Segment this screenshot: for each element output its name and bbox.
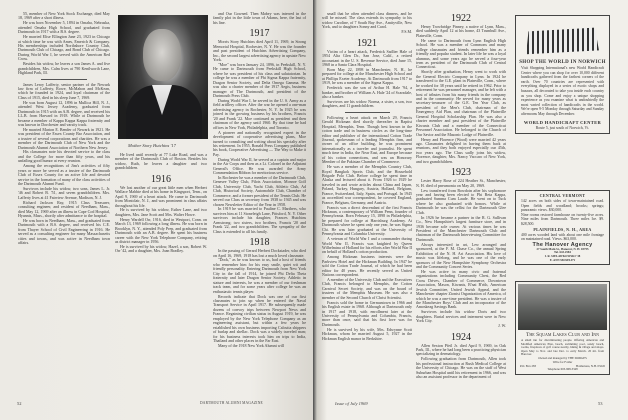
issue-date: Issue of July 1969 — [335, 401, 368, 406]
class-year-heading: 1922 — [451, 13, 471, 24]
ad-business-name: WORLD HANDICRAFT CENTER — [523, 119, 602, 125]
obituary-paragraph: Allen Sexton Pfeil Jr. died April 9, 1969, in Oak Park, Ill., where he had long been a practicing physician specializing in dermatology. — [416, 342, 506, 357]
author-initials: F.S.M. — [401, 29, 412, 35]
inn-photo — [518, 284, 607, 330]
ad-phone: Tel. 643-2584 — [554, 250, 571, 255]
obituary-paragraph: Records indicate that Dock was one of our first classmates to join up when he entered the Naval Transport Service in April 1917. He subsequently made dozens of convoy trips between Newport News and France. Regaining civilian status in August 1919, he was employed by the New York Telephone Company as an engineering assistant, but within a few years he established his own business importing Calcutta shippers of burlap and shellac. Dock was a widely traveled man; for his business interests took him on trips to India, Thailand and other places in the Far East. — [213, 293, 306, 344]
obituary-paragraph: Henry Trowbridge Pinney, a native of Lynn, Mass., died suddenly April 12 at his home, 43 Trumbull Ave., Plainville, Conn. — [416, 24, 506, 38]
obituary-paragraph: Always interested in art, Lew arranged and sponsored, at the F. M. Chase Co., the annual Spring Exhibition of the N. H. Art Association. His love of music was lifelong, and he was one of the early sponsors of the New Hampshire Symphony Orchestra and the Community Concert Series. — [416, 241, 506, 269]
building-sketch-image — [522, 20, 603, 58]
ad-world-handicraft-center — [515, 15, 610, 134]
text-column — [213, 12, 306, 349]
section-divider — [41, 79, 87, 80]
obituary-paragraph: In Rochester he was a member of the Dartmouth Club, Genesee Valley Club, Pilots Association, Monroe Golf Club, University Club, Yacht Club, Athletic Club, Ad Club, Historical Society, Automobile Club, Chamber of Commerce, and a former president of the Tennis Club. He served our Class as secretary from 1938 to 1945 and was chosen Newsletter Editor of the Year in 1958. — [213, 174, 306, 207]
obituary-paragraph: Born May 22, 1898 in Manchester, N. H., he prepared for college at the Manchester High School and at Phillips Exeter Academy. At Dartmouth from 1917 to 1919, he was a member of the Sigma Kappa. — [322, 66, 412, 86]
obituary-paragraph: Survivors are his widow Norma, a sister, a son, two daughters, and 11 grandchildren. — [322, 98, 412, 109]
obituary-paragraph: Frederick was the son of Arthur H. Hale '94, a banker, and brother of William A. Hale '24 of Scarsdale, also a banker. — [322, 85, 412, 99]
text-column — [322, 12, 412, 342]
ad-listing: 142 acres on both sides of town-maintained road. Open fields and woodland; brooks; springs; panoramic views. $30,000. — [521, 199, 604, 213]
obituary-paragraph: He is survived by his wife, Mrs. Edwynne Scott Hickman, whom he married August 5, 1927 in the Hickman English manor in Berkshire. — [322, 326, 412, 341]
obituary-paragraph: He was a member of the Memphis Country Club, Royal Bangkok Sports Club, and the Household Brigade Polo Club. Before college he spent time in Alaska and lectured about it. From 1926 to 1929 he traveled in and wrote articles about China and Japan, Poland, Turkey, Hungary, Austria, Holland, Belgium, France, Switzerland, Italy, Spain, and Portugal. In 1945 as accredited war correspondent, he covered England, France, Belgium, Germany, and Austria. — [322, 164, 412, 205]
obituary-paragraph: He is survived by his widow, Esther Lane, and two daughters, Mrs. Jane Scott and Mrs. Walter Howe. — [115, 207, 207, 217]
obituary-paragraph: He is survived by his widow, Hazel, a son, Robert W. Orr '42, and a daughter, Mrs. Joan Bradley. — [115, 243, 207, 254]
obituary-paragraph: A veteran of World War I and a commander during World War II, Francis was knighted by Queen Wilhelmina of Holland for his efforts after World War II on behalf of Holland's cotton production. — [322, 236, 412, 255]
obituary-paragraph: Richard Jackson Ray, 1915 Class Treasurer, consulting engineer, and resident of Needham, Mass., died May 12, 1969 after an illness in Cape Cod Hospital, Hyannis, Mass., shortly after admittance to the hospital. — [18, 199, 110, 218]
ad-listing: Nine rooms restored farmhouse on twenty-five acres. Nine miles from Dartmouth. Three miles Ice. $9. $28,500. — [521, 212, 604, 226]
obituary-paragraph: Among the recognitions of Jim's activities of fifty years or more he served as a trustee of the Dartmouth Club of Essex County for an active life and devoted service in the formation of many of the class activities of the Dartmouth Alumni Fund. — [18, 163, 110, 187]
obituary-paragraph: In 1919 he was married to Pauline C. Marthers, who survives him at 11 Stoneleigh Lane, Pittsford, N. Y. Other survivors include his daughter, Frances Hutchins Armstrong; two sisters, two brothers, Francis '20 and Frank '22, and two grandchildren. The sympathy of the Class is extended to all his family. — [213, 206, 306, 234]
class-year-heading: 1924 — [451, 331, 471, 343]
page-number: 53 — [598, 401, 603, 406]
obituary-paragraph: Henry Wardell Orr, 1916, died in Westport, Conn. on March 13, 1969 following a long illness. He was born in Brooklyn, N. Y., attended Poly Prep, and graduated from Dartmouth with an A.B. degree. He spent his business career with the New York Telephone Company, retiring as district manager in 1956. — [115, 216, 207, 245]
ad-po-box: P.O. Box 283 — [520, 363, 537, 368]
text-column — [115, 153, 207, 254]
page-number: 52 — [17, 401, 22, 406]
obituary-paragraph: Besides his widow, he leaves a son James A. and five grandchildren, Mrs. Calm lives at 790 Kenilworth Lane, Highland Park, Ill. — [18, 61, 110, 76]
ad-hanover-agency — [515, 190, 610, 265]
ad-listing: 400 acres wooded land with about one mile frontage on maintained road. Views. $63,000. — [521, 232, 604, 242]
section-divider — [345, 112, 390, 113]
obituary-paragraph: He married Marion E. Bender of Newark in 1921. He was president of the Essex County Bar Association, and a trustee of several corporations and charities. He was a member of the Dartmouth Club of New York and the Dartmouth Alumni Association of Northern New Jersey. — [18, 126, 110, 150]
obituary-paragraph: Survivors include his widow, two sons, James L. Jr. '46 and Robert B. '51, and seven grandchildren. Mrs. Lafferty lives at 41 Fairview Avenue, Madison, N. J. — [18, 185, 110, 200]
obituary-paragraph: A member of the University Club and the Executives Club, Francis belonged to Memphis, the Cotton Carnival Secret Society, and was on the board of trustees of the Memphis Museum. He was also a member of the Second Church of Christ Scientist. — [322, 276, 412, 300]
left-page — [0, 0, 313, 420]
ad-agent: E. ANN MOSELEY — [549, 257, 576, 262]
ad-agent: I. R. SIELAWKOWSKI '38 — [544, 253, 581, 258]
ad-body: Visit Shopping International's new World Handicraft Center where you can shop for over 10,000 different handicrafts gathered from the farthest corners of the earth. Over 70 countries are represented with everything displayed in a series of exotic shops and bazaars, all decorated to take you inside each country as you shop. Come and enjoy a unique shopping experience as you examine what is undoubtedly the most varied collection of handicrafts in the world. We're open 9-5 Monday through Saturday and Sunday afternoons May through December. — [521, 66, 604, 116]
text-column — [416, 10, 506, 380]
obituary-paragraph: His classmates note his devoted service to the class and the College for more than fifty years, and his unfailing good humor at every reunion. — [18, 149, 110, 164]
obituary-paragraph: He came to Dartmouth from Lynn English High School. He was a member of Commons and many college classmates and friends remember him as a friendly and popular student. In later life he was a loyal alumnus, and some years ago he served a four-year term as president of the Dartmouth Club of Central Connecticut. — [416, 37, 506, 70]
ad-address: 27 South Main St., Hanover, N. H. 03755 — [536, 246, 589, 251]
ad-title: SHOP THE WORLD IN NORWICH — [519, 60, 606, 65]
obituary-paragraph: Following graduation from Dartmouth, Allen took his professional instruction at Rush Medical College at the University of Chicago. He was on the staff of West Suburban Hospital until his retirement in 1966, and was also an assistant professor in the department of — [416, 356, 506, 380]
obituary-paragraph: small that he often attended class dinners, and he will be missed. The class extends its sympathy to his widow Caroline, of 7 South Bay Ave., Amityville, New York, and to daughters Sonny and Carol. — [322, 11, 412, 30]
obituary-paragraph: He was born August 12, 1896 in Mullica Hill, N. J., attended West Jersey Academy, graduated from Dartmouth in 1915 with an A.B. degree, and received his LL.B. from Harvard in 1918. While at Dartmouth he became a member of Kappa Kappa Kappa fraternity and was known in Dorchester and varsity track. — [18, 99, 110, 127]
obituary-paragraph: We lost another of our great little men when Herbert Wallace Mabbie died at his home in Kingsport, Tenn., on April 9, 1969 of a heart attack. He came to Dartmouth from Montclair, N. J., and was prominent in class affairs throughout his life. — [115, 184, 207, 208]
ad-owners: Owned and managed by THE DODGES — [538, 355, 587, 360]
obituary-paragraph: James Leroy Lafferty, senior partner of the Newark law firm of Lafferty, Rowe, McMahon and McKean, which he founded in 1924, and loyal chairman of the Class of 1915, died in his sleep June 7, 1969. — [18, 81, 110, 100]
obituary-paragraph: Following a heart attack on March 29, Francis Gerald Hickman died shortly thereafter in Baptist Hospital, Memphis, Tenn. Though best known in the cotton trade and in business circles as the long-time editor and publisher of the international Cotton Trade Journal, spokesman of a leading Memphis firm, and owner of an office building, he was prominent internationally as a traveler and journalist. He spent much time in India, the Near East, and Europe because of his cotton connections, and was an Honorary Member of the Pakistan Chamber of Commerce. — [322, 114, 412, 165]
ad-business-name: The Hanover Agency — [532, 241, 593, 248]
obituary-paragraph: Victim of a heart attack, Frederick Sadlier Hale of 1954 Alta Glen Dr., San Jose, Calif., a retired accountant in the U. S. Revenue Service, died June 15, 1968 in a Santa Clara Hospital. — [322, 48, 412, 68]
obituary-paragraph: Lew transferred from Bowdoin after his sophomore year and having been elected to Phi Beta Kappa, graduated Summa Cum Laude. He went on to Tuck where he also graduated with honors. While at Dartmouth he was the cellist for the Dartmouth Glee Club. — [416, 187, 506, 215]
obituary-paragraph: He was born November 5, 1894 in Omaha, Nebraska, attended Omaha High School, and graduated from Dartmouth in 1917 with a B.S. degree. — [18, 20, 110, 35]
obituary-paragraph: A pioneer and nationally recognized expert in the development of cooperative advertising plans, Moe turned to consulting and writing about his specialty after his retirement. In 1955, Ronald Press Company published his book, Cooperative Advertising — The Way to Make it Pay. — [213, 129, 306, 157]
class-year-heading: 1918 — [249, 237, 270, 249]
photo-caption: Mother Story Hutchins '17 — [128, 143, 176, 148]
obituary-paragraph: Survivors include his widow Doris and two daughters. Burial services and interment were in New York City. — [416, 309, 506, 324]
ad-phone: Telephone 603-968-3348 — [547, 367, 578, 372]
obituary-paragraph: Francis sold the home in Germantown in 1966 and his English estate in 1968. Although at Dartmouth only in 1917 and 1918, with enrollment later at the University of Pennsylvania and Columbia, Francis, more than once, said that his first love was for Dartmouth. — [322, 299, 412, 327]
ad-squam-lakes-club — [515, 281, 610, 375]
ad-title: The Squam Lakes Club and Inn — [526, 332, 599, 338]
obituary-paragraph: In 1926 he became a partner in the R. G. Sullivan Co., New Hampshire's largest furniture store, and in 1936 became sole owner. At various times he was President of the Manchester Dartmouth Club and chairman of the Dartmouth Interviewing Committee for Dartmouth. — [416, 214, 506, 242]
obituary-paragraph: He married Elise Ellington June 23, 1923 in Chicago at which time he was with Ames, Emerich & Company. His memberships included Northshore Country Club, Dartmouth Club of Chicago, and Bond Club of Chicago. During World War I, he served with the American Red Cross. — [18, 34, 110, 62]
author-initials: J. W. — [498, 323, 506, 329]
obituary-paragraph: He lived until recently at 77 Lake Road, and was a member of the Dartmouth Club of Boston. Besides his widow, Ruth, he leaves a daughter and two grandchildren. — [115, 152, 207, 171]
ad-body: A small inn for discriminating people. Offering American and Modified American Plan, beach, swimming pool, sandy beach, rooms, fireplaces of golf course nearby, hiking & village and shops. Open May to Nov. and late Dec. to early March. 20 mi. from Hanover. — [521, 338, 604, 357]
portrait-photo — [118, 15, 208, 139]
obituary-paragraph: Lester Harry Rose of 224 Heather St., Manchester, N. H. died of pneumonia on May 20, 1969. — [416, 178, 506, 188]
class-year-heading: 1921 — [357, 37, 377, 49]
obituary-paragraph: and Our Gowned. Then Mabey was interred in the family plot in the little town of Adams, here, the last of his line. — [213, 11, 306, 25]
ad-address: Route 5, just south of Norwich, Vt. — [535, 125, 590, 130]
obituary-paragraph: Morris Story Hutchins died April 11, 1969, in Strong Memorial Hospital, Rochester, N. Y. He was the founder and past president of Hutchins Advertising Company, Inc., the second largest advertising agency in upstate New York. — [213, 39, 306, 63]
class-year-heading: 1923 — [451, 167, 471, 179]
obituary-paragraph: "Moe" was born January 24, 1896, in Peekskill, N. Y. He came to Dartmouth from Peekskill High School, where he was president of his class and salutatorian. In college he was a member of Phi Sigma Kappa fraternity, Dragon Senior Society, and Delta Omega Gamma. He was also a charter member of the 1917 Aegis, business manager of The Dartmouth, and president of the Dartmouth Press Club. — [213, 62, 306, 99]
obituary-paragraph: Francis was a direct descendant of the first Francis Hickman, a contemporary of William Penn, founder of Pennsylvania. Born February 15, 1898 in Philadelphia, he prepared for college at Harrisburg Academy. At Dartmouth where he spent only one year, he was Sigma Chi. He was later graduated at the University of Pennsylvania and Columbia University. — [322, 204, 412, 237]
ad-note: Write for Folder — [552, 359, 573, 364]
obituary-paragraph: In the passing of Gerard Herbert Dockstader, who died on April 16, 1969, 1918 has lost a much loved classmate. — [213, 248, 306, 258]
obituary-paragraph: During World War II, he served as a captain and major in the Air Corps and then as a Lt. Colonel in the Adjutant General's Office. He was awarded the Army Commendation Ribbon for meritorious service. — [213, 156, 306, 176]
obituary-paragraph: He was active in many civic and fraternal organizations including Community Chest, the Red Cross Drives, Chamber of Commerce, Downtown Association, Mason, Kiwanis, B'nai B'rith, American Jewish Committee, United Jewish Appeal, and the Manchester chapter Zionist Organization of America, of which he was a one-time president. He was a trustee of the Manchester Boys' Club and an incorporator of the Amoskeag Savings Bank. — [416, 268, 506, 310]
obituary-paragraph: Many of the 1918 New York Alumni will — [218, 342, 284, 348]
class-year-heading: 1917 — [249, 28, 270, 40]
obituary-paragraph: Henry and Florence (Wood) were married 42 years ago. Classmates delighted in having them back at reunions, and they both enjoyed especially our 45th, two years ago. The Class sadly joins his widow, Florence, daughter, Mrs. Nancy Vaccaro of New York, and two grandchildren. — [416, 136, 506, 164]
obituary-paragraph: Among Hickman business interests were the Parkview Hotel and the Hickman Building. In 1947 he sold the Cotton Trade Journal, of which he had been editor for 40 years. He recently served as United Nations correspondent. — [322, 254, 412, 278]
obituary-paragraph: He was born in Needham, Mass., and graduated from Dartmouth with a B.S. degree, and received his C.E. from Thayer School of Civil Engineering in 1916. He served as a consulting engineer for many Massachusetts cities and towns, and was active in Needham town affairs. — [18, 217, 110, 246]
ad-heading: PLAINFIELDS, N. H., AREA — [533, 226, 592, 232]
obituary-paragraph: Shortly after graduation, Henry went to work with the General Electric Company in Lynn. In 1924 he transferred to the G.E. plant in Plainville, Conn., where he worked for 38 years until he retired in 1962. Prior to retirement he was personnel manager, and he left with a host of tributes from his many friends in the company and in the community. He served for many years as secretary-treasurer of the G.E. Ten Year Club, as president of the Men's Club, chairman of the Emergency Aid Plan, and chairman of the Plainville General Hospital Scholarship Plan. He was also a charter member and past president of the Plainville Kiwanis Club and a member of the Connecticut Personnel Association. He belonged to the Church of Our Savior and the Masonic Lodge of Plainville. — [416, 69, 506, 137]
obituary-paragraph: 55, member of New York Stock Exchange, died May 18, 1969 after a short illness. — [18, 11, 110, 21]
text-column — [18, 12, 110, 246]
magazine-name: DARTMOUTH ALUMNI MAGAZINE — [200, 401, 263, 405]
class-year-heading: 1916 — [151, 173, 171, 185]
ad-town: Holderness, N.H. 03245 — [575, 363, 605, 368]
obituary-paragraph: "Dock," as he was known to us, had a host of friends who remember him for his easy smile, quiet wit and friendly personality. Entering Dartmouth from New York City in the fall of 1914, he joined Phi Delta Theta fraternity and later Dragon Senior Society. Athletic in stature and interests, he was a member of our freshman track team, and for some years after college he was an enthusiastic tennis player. — [213, 257, 306, 294]
ad-heading: CENTRAL VERMONT — [539, 193, 586, 198]
obituary-paragraph: During World War I, he served in the U. S. Army as a field artillery officer. After the war he opened a one-man advertising agency in Rochester, N. Y. In 1925 he was joined in the growing business by his brothers, Francis '20 and Frank '22. Moe continued as president and then chairman of the agency until 1960. By that time he had offices in New York, Philadelphia, and Toronto. — [213, 98, 306, 130]
